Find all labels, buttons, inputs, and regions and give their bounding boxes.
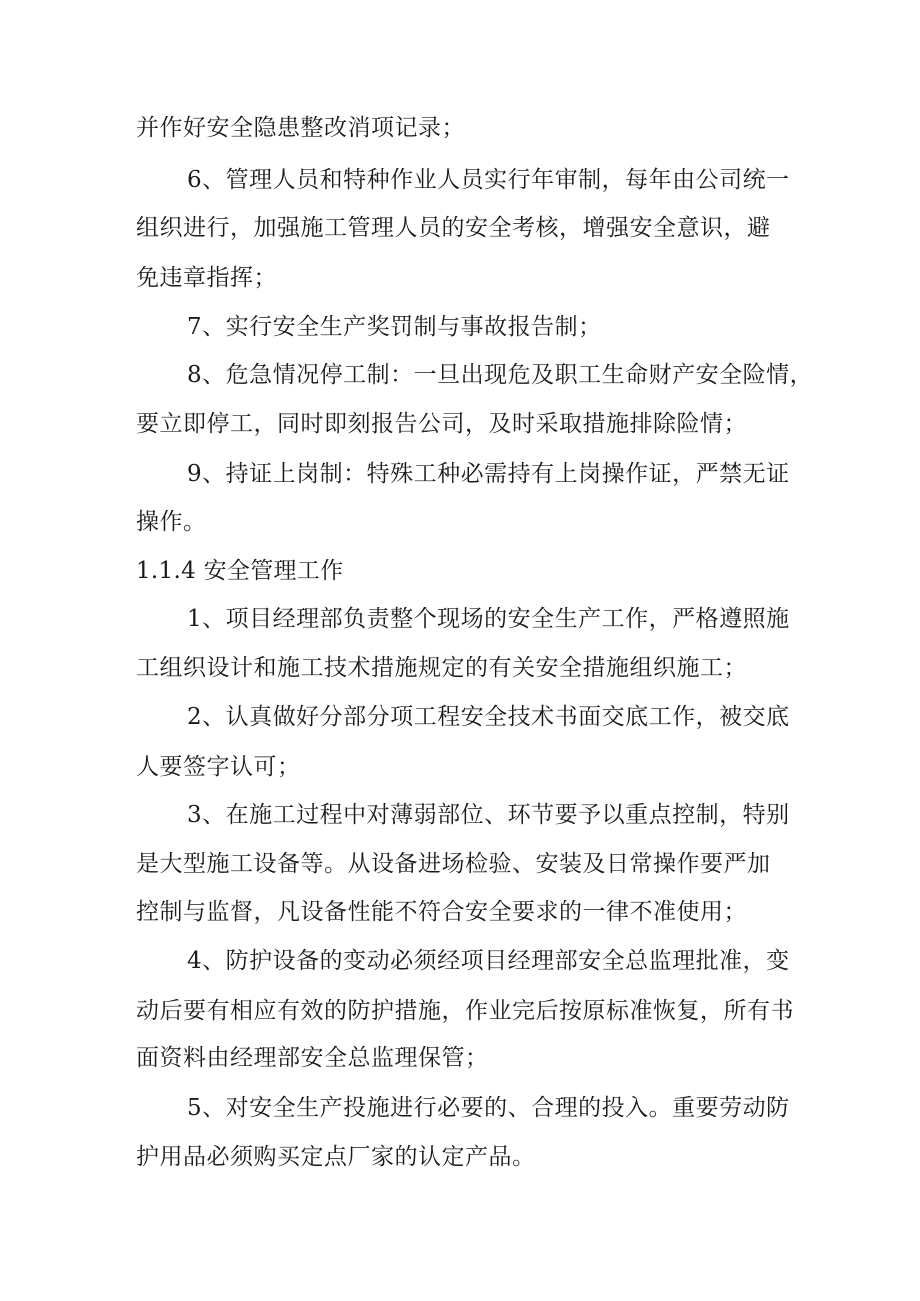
text-line: 要立即停工，同时即刻报告公司，及时采取措施排除险情； — [136, 411, 747, 437]
text-line: 9、持证上岗制：特殊工种必需持有上岗操作证，严禁无证 — [187, 461, 790, 487]
text-line: 人要签字认可； — [136, 754, 301, 780]
text-line: 护用品必须购买定点厂家的认定产品。 — [136, 1144, 536, 1170]
text-line: 3、在施工过程中对薄弱部位、环节要予以重点控制，特别 — [187, 802, 790, 828]
text-line: 6、管理人员和特种作业人员实行年审制，每年由公司统一 — [187, 167, 790, 193]
text-line: 5、对安全生产投施进行必要的、合理的投入。重要劳动防 — [187, 1095, 790, 1121]
text-line: 7、实行安全生产奖罚制与事故报告制； — [187, 314, 602, 340]
text-line: 1、项目经理部负责整个现场的安全生产工作，严格遵照施 — [187, 606, 790, 632]
text-line: 4、防护设备的变动必须经项目经理部安全总监理批准，变 — [187, 948, 790, 974]
text-line: 2、认真做好分部分项工程安全技术书面交底工作，被交底 — [187, 704, 790, 730]
text-line: 免违章指挥； — [136, 265, 277, 291]
text-line: 是大型施工设备等。从设备进场检验、安装及日常操作要严加 — [136, 851, 771, 877]
text-line: 并作好安全隐患整改消项记录； — [136, 115, 465, 141]
text-line: 组织进行，加强施工管理人员的安全考核，增强安全意识，避 — [136, 215, 771, 241]
text-line: 动后要有相应有效的防护措施，作业完后按原标准恢复，所有书 — [136, 998, 794, 1024]
section-heading: 1.1.4 安全管理工作 — [136, 558, 344, 584]
text-line: 面资料由经理部安全总监理保管； — [136, 1045, 489, 1071]
text-line: 8、危急情况停工制：一旦出现危及职工生命财产安全险情， — [187, 362, 814, 388]
text-line: 控制与监督，凡设备性能不符合安全要求的一律不准使用； — [136, 899, 747, 925]
text-line: 操作。 — [136, 509, 207, 535]
text-line: 工组织设计和施工技术措施规定的有关安全措施组织施工； — [136, 655, 747, 681]
